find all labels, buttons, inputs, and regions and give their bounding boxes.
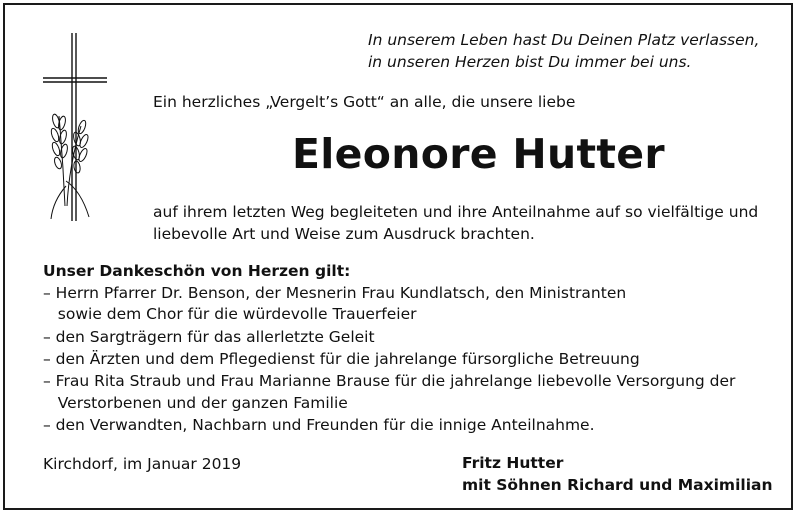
- thanks-line: – Frau Rita Straub und Frau Marianne Brause für die jahrelange liebevolle Versorgung der: [43, 372, 736, 390]
- thanks-line: – den Sargträgern für das allerletzte Geleit: [43, 328, 375, 346]
- intro-text: Ein herzliches „Vergelt’s Gott“ an alle, die unsere liebe: [153, 93, 576, 111]
- verse-line-2: in unseren Herzen bist Du immer bei uns.: [368, 53, 692, 71]
- thanks-line: – Herrn Pfarrer Dr. Benson, der Mesnerin Frau Kundlatsch, den Ministranten: [43, 284, 627, 302]
- deceased-name: Eleonore Hutter: [292, 130, 665, 178]
- place-date: Kirchdorf, im Januar 2019: [43, 455, 242, 473]
- paragraph-line-2: liebevolle Art und Weise zum Ausdruck brachten.: [153, 225, 535, 243]
- thanks-line: – den Ärzten und dem Pflegedienst für die jahrelange fürsorgliche Betreuung: [43, 350, 640, 368]
- thanks-line: – den Verwandten, Nachbarn und Freunden für die innige Anteilnahme.: [43, 416, 595, 434]
- signature-line-2: mit Söhnen Richard und Maximilian: [462, 476, 773, 494]
- cross-with-wheat-icon: [41, 31, 111, 226]
- thanks-line: Verstorbenen und der ganzen Familie: [43, 394, 348, 412]
- signature-line-1: Fritz Hutter: [462, 454, 564, 472]
- thanks-line: sowie dem Chor für die würdevolle Trauerfeier: [43, 305, 417, 323]
- thanks-heading: Unser Dankeschön von Herzen gilt:: [43, 262, 351, 280]
- paragraph-line-1: auf ihrem letzten Weg begleiteten und ihre Anteilnahme auf so vielfältige und: [153, 203, 759, 221]
- obituary-notice: [3, 3, 793, 510]
- verse-line-1: In unserem Leben hast Du Deinen Platz verlassen,: [368, 31, 760, 49]
